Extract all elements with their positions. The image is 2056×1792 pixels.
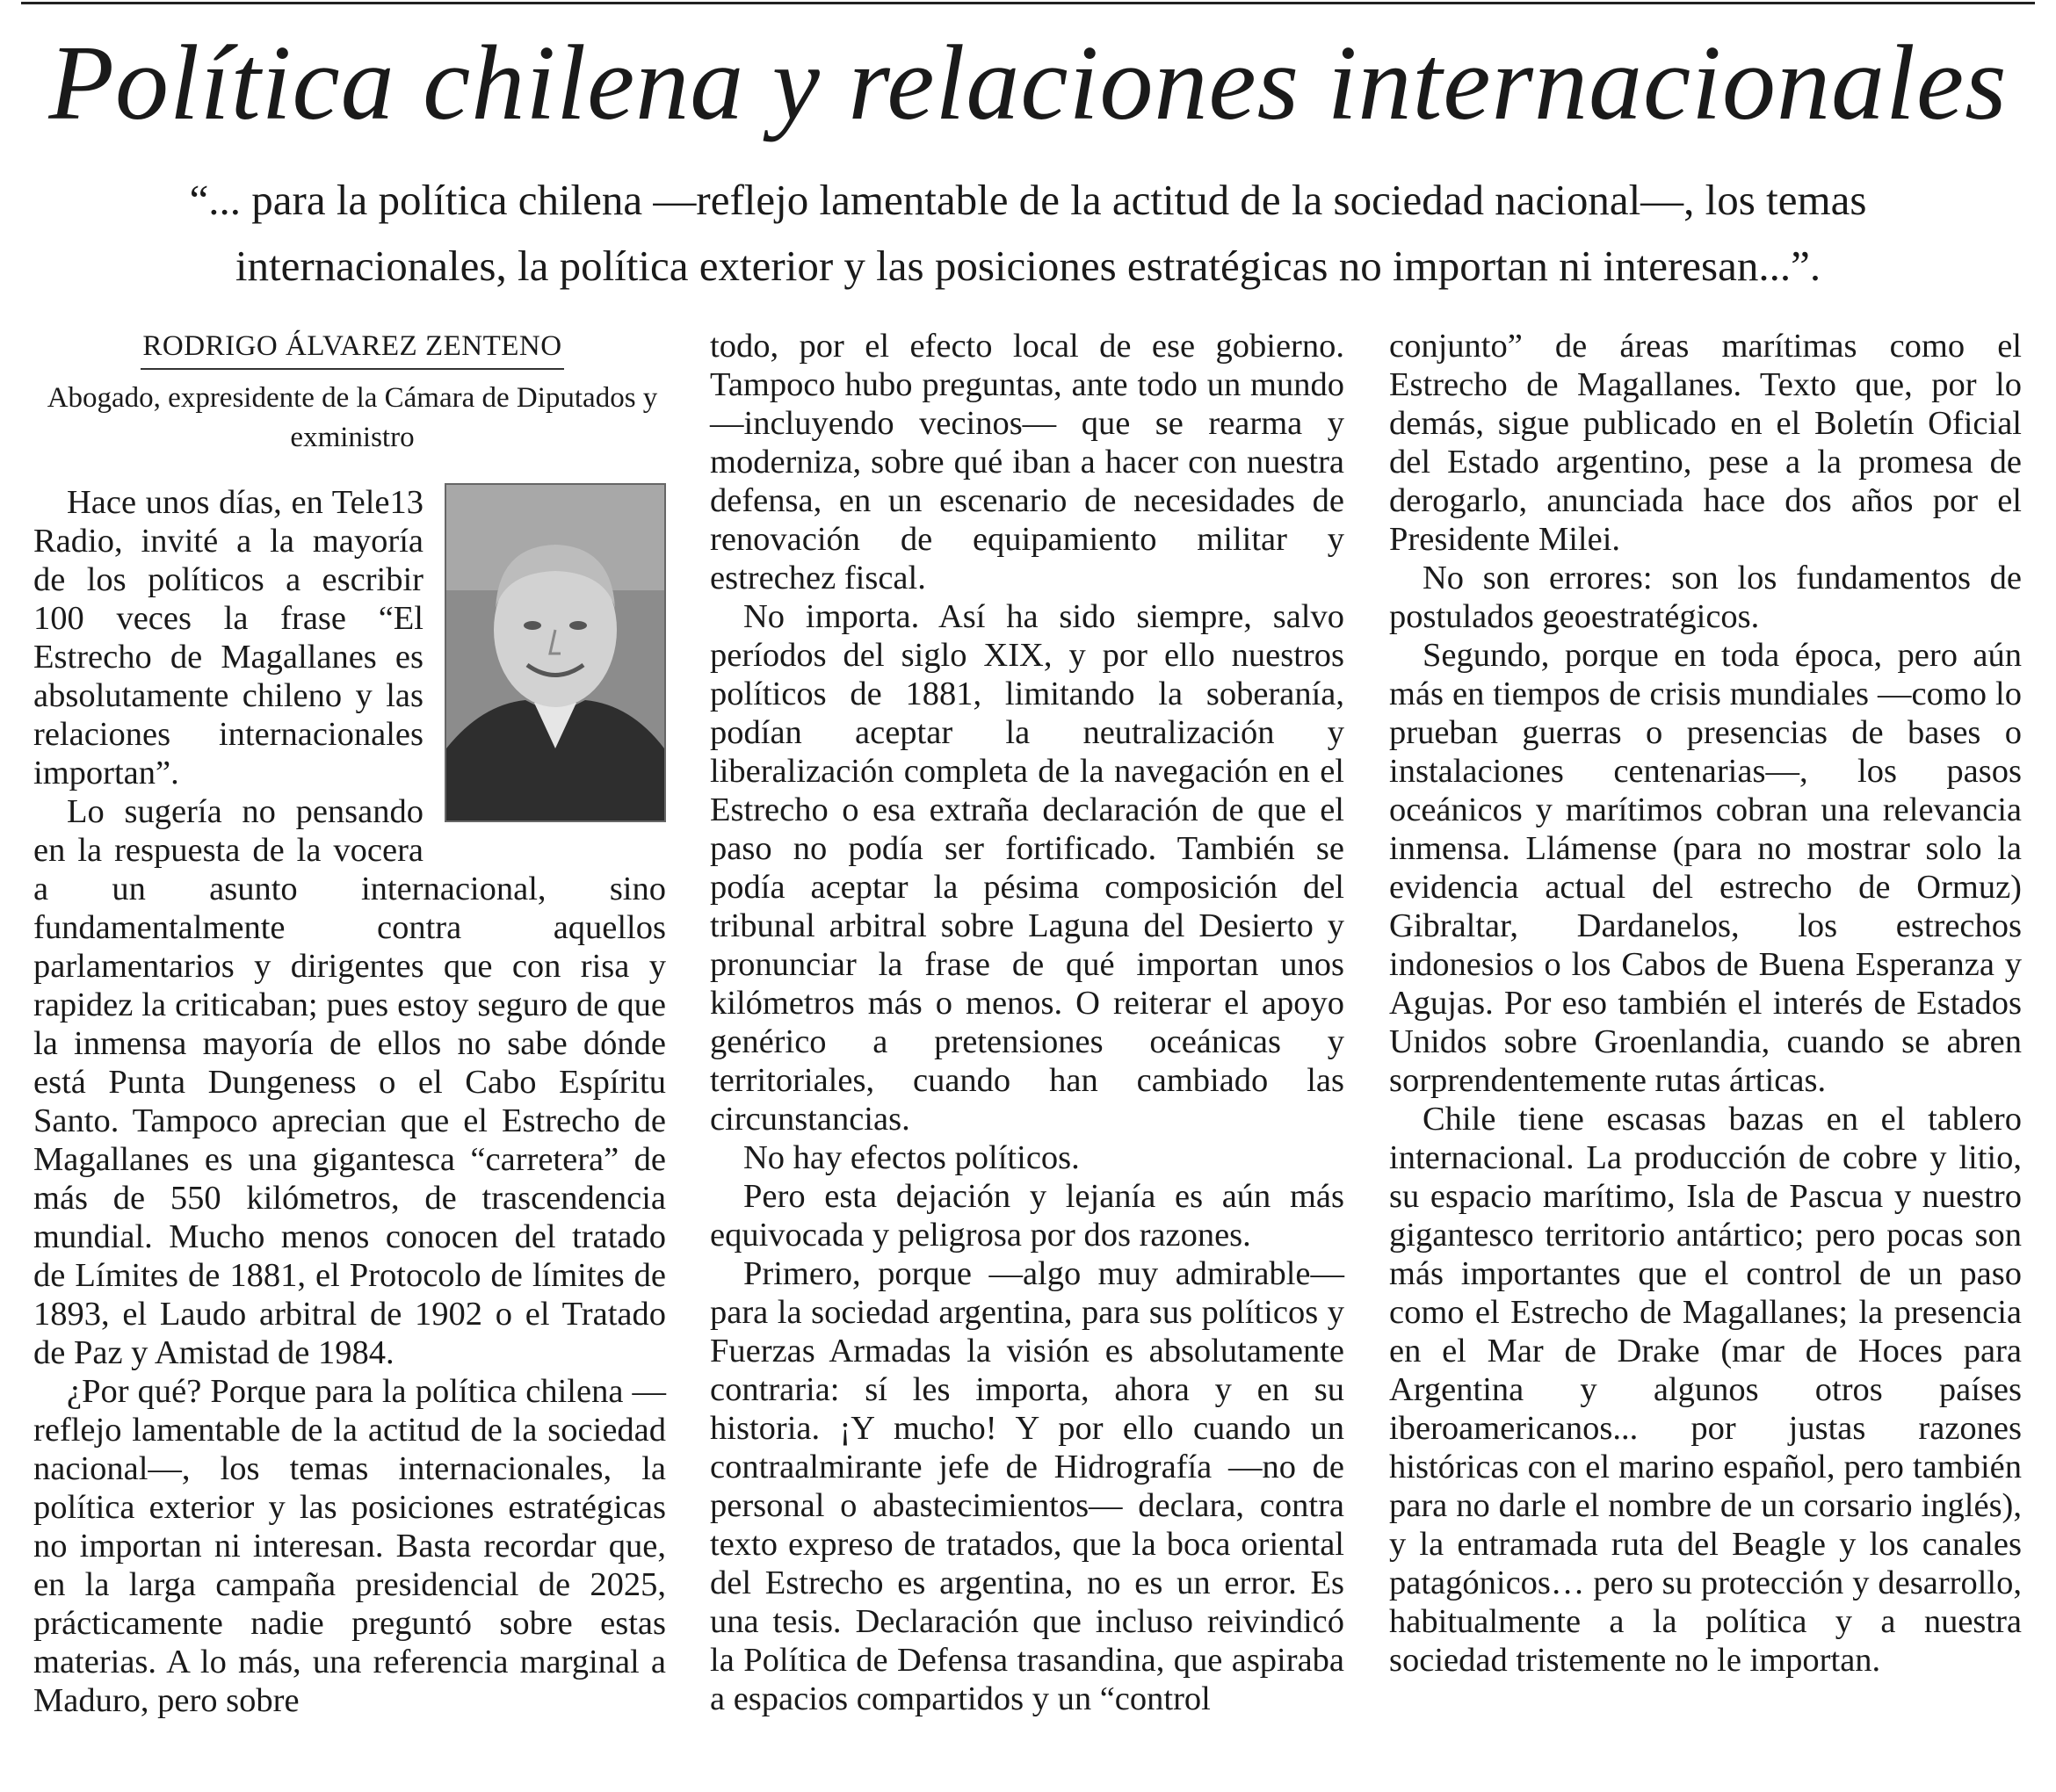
- column-1: [33, 483, 666, 1720]
- paragraph: No son errores: son los fundamentos de postulados geoestratégicos.: [1389, 560, 2022, 635]
- author-portrait-icon: [446, 485, 664, 820]
- column-2: [710, 327, 1344, 1718]
- paragraph: ¿Por qué? Porque para la política chilena —reflejo lamentable de la actitud de la sociedad nacional—, los temas internacionales, la política exterior y las posiciones estratégicas no importan ni interesan. Basta recordar que, en la larga campaña presidencial de 2025, prácticamente nadie preguntó sobre estas materias. A lo más, una referencia marginal a Maduro, pero sobre: [33, 1373, 666, 1719]
- paragraph-continued: todo, por el efecto local de ese gobierno. Tampoco hubo preguntas, ante todo un mundo —incluyendo vecinos— que se rearma y moderniza, sobre qué iban a hacer con nuestra defensa, en un escenario de necesidades de renovación de equipamiento militar y estrechez fiscal.: [710, 328, 1344, 596]
- paragraph: Lo sugería no pensando en la respuesta de la vocera a un asunto internacional, sino fundamentalmente contra aquellos parlamentarios y dirigentes que con risa y rapidez la criticaban; pues estoy seguro de que la inmensa mayoría de ellos no sabe dónde está Punta Dungeness o el Cabo Espíritu Santo. Tampoco aprecian que el Estrecho de Magallanes es una gigantesca “carretera” de más de 550 kilómetros, de trascendencia mundial. Mucho menos conocen del tratado de Límites de 1881, el Protocolo de límites de 1893, el Laudo arbitral de 1902 o el Tratado de Paz y Amistad de 1984.: [33, 793, 666, 1371]
- author-photo: [445, 483, 666, 822]
- paragraph: Chile tiene escasas bazas en el tablero internacional. La producción de cobre y litio, su espacio marítimo, Isla de Pascua y nuestro gigantesco territorio antártico; pero pocas son más importantes que el control de un paso como el Estrecho de Magallanes; la presencia en el Mar de Drake (mar de Hoces para Argentina y algunos otros países iberoamericanos... por justas razones históricas con el marino español, pero también para no darle el nombre de un corsario inglés), y la entramada ruta del Beagle y los canales patagónicos… pero su protección y desarrollo, habitualmente a la política y a nuestra sociedad tristemente no le importan.: [1389, 1101, 2022, 1679]
- paragraph: No importa. Así ha sido siempre, salvo períodos del siglo XIX, y por ello nuestros políticos de 1881, limitando la soberanía, podían aceptar la neutralización y liberalización completa de la navegación en el Estrecho o esa extraña declaración de que el paso no podía ser fortificado. También se podía aceptar la pésima composición del tribunal arbitral sobre Laguna del Desierto y pronunciar la frase de qué importan unos kilómetros más o menos. O reiterar el apoyo genérico a pretensiones oceánicas y territoriales, cuando han cambiado las circunstancias.: [710, 598, 1344, 1138]
- paragraph: Hace unos días, en Tele13 Radio, invité a la mayoría de los políticos a escribir 100 veces la frase “El Estrecho de Magallanes es absolutamente chileno y las relaciones internacionales importan”.: [33, 484, 424, 791]
- paragraph: No hay efectos políticos.: [743, 1139, 1080, 1176]
- author-name: RODRIGO ÁLVAREZ ZENTENO: [141, 327, 563, 370]
- column-3: [1389, 327, 2022, 1680]
- paragraph: Primero, porque —algo muy admirable— para la sociedad argentina, para sus políticos y Fuerzas Armadas la visión es absolutamente contraria: sí les importa, ahora y en su historia. ¡Y mucho! Y por ello cuando un contraalmirante jefe de Hidrografía —no de personal o abastecimientos— declara, contra texto expreso de tratados, que la boca oriental del Estrecho es argentina, no es un error. Es una tesis. Declaración que incluso reivindicó la Política de Defensa trasandina, que aspiraba a espacios compartidos y un “control: [710, 1255, 1344, 1717]
- headline: Política chilena y relaciones internacionales: [48, 24, 2008, 142]
- byline-block: [35, 327, 670, 458]
- top-rule: [21, 2, 2035, 4]
- paragraph: Pero esta dejación y lejanía es aún más equivocada y peligrosa por dos razones.: [710, 1178, 1344, 1254]
- paragraph: Segundo, porque en toda época, pero aún más en tiempos de crisis mundiales —como lo prueban guerras o presencias de bases o instalaciones centenarias—, los pasos oceánicos y marítimos cobran una relevancia inmensa. Llámense (para no mostrar solo la evidencia actual del estrecho de Ormuz) Gibraltar, Dardanelos, los estrechos indonesios o los Cabos de Buena Esperanza y Agujas. Por eso también el interés de Estados Unidos sobre Groenlandia, cuando se abren sorprendentemente rutas árticas.: [1389, 637, 2022, 1099]
- pull-quote: “... para la política chilena —reflejo lamentable de la actitud de la sociedad nacional—, los temas internacionales, la política exterior y las posiciones estratégicas no importan ni interesan...”.: [189, 176, 1867, 290]
- paragraph-continued: conjunto” de áreas marítimas como el Estrecho de Magallanes. Texto que, por lo demás, sigue publicado en el Boletín Oficial del Estado argentino, pese a la promesa de derogarlo, anunciada hace dos años por el Presidente Milei.: [1389, 328, 2022, 558]
- author-role: Abogado, expresidente de la Cámara de Diputados y exministro: [47, 382, 658, 453]
